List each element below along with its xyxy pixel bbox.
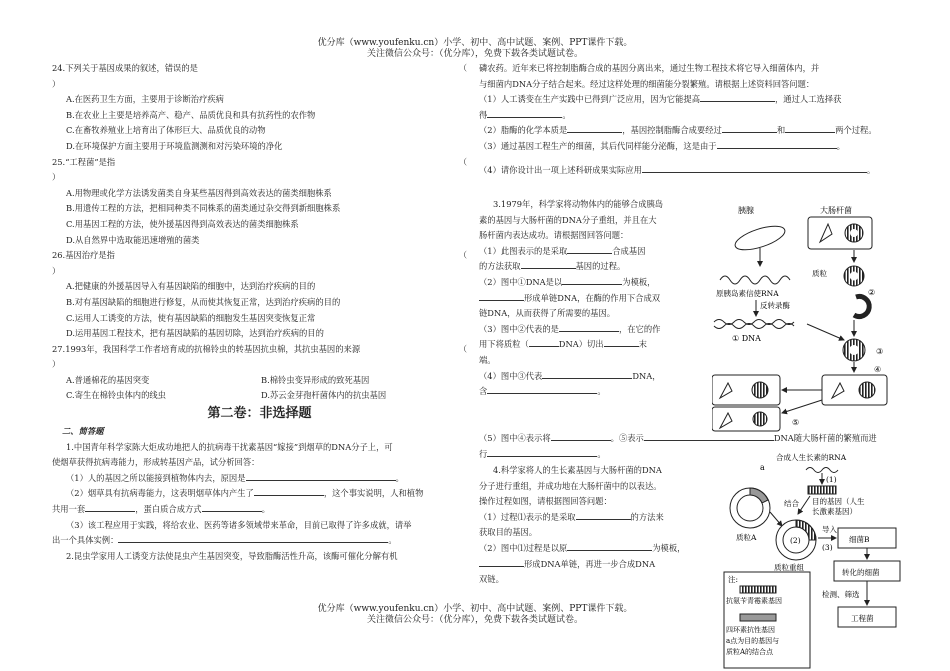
a1-s3-line2: 出一个具体实例： 。 [52, 535, 397, 546]
plasmid-hole [850, 229, 858, 237]
transformed-label: 转化的细菌 [842, 568, 880, 577]
import-label: 导入 [822, 525, 837, 534]
a4-s1-line2: 获取目的基因。 [479, 527, 538, 538]
a2-s1-line2: 得 。 [479, 109, 571, 120]
islet-label: 胰腺 [738, 206, 754, 215]
arrow-bind-gene [798, 496, 810, 514]
a3-s2-line1: （2）图中①DNA是以 为模板， [479, 276, 656, 287]
page-header [0, 38, 950, 60]
q25-paren-close: ） [52, 172, 61, 183]
step2-label: (2) [790, 536, 801, 545]
insulin-figure [712, 200, 917, 432]
page-footer [0, 604, 950, 626]
a3-s1-line2: 的方法获取 基因的过程。 [479, 261, 626, 272]
a4-l1: 4.科学家将人的生长素基因与大肠杆菌的DNA [493, 465, 662, 475]
bind-label: 结合 [784, 499, 799, 508]
header-line-1: 优分库（www.youfenku.cn）小学、初中、高中试题、案例、PPT课件下载。 [317, 38, 633, 48]
q24-option-d: D.在环境保护方面主要用于环境监测测和对污染环境的净化 [66, 140, 283, 151]
daughter-cell-top [712, 375, 780, 405]
mrna-wave [720, 276, 790, 284]
daughter-cell-bottom [712, 407, 780, 431]
a3-s2-line3: 链DNA，从而获得了所需要的基因。 [479, 308, 616, 319]
mrna-label: 原胰岛素信使RNA [716, 289, 779, 298]
plasmid-a-label: 质粒A [736, 533, 757, 542]
daughter-plasmid-bottom [753, 412, 767, 426]
reverse-label: 反转录酶 [760, 301, 790, 310]
rna-wave [806, 468, 838, 473]
q24-option-c: C.在畜牧养殖业上培育出了体形巨大、品质优良的动物 [66, 125, 266, 136]
a3-s3-line3: 端。 [479, 354, 496, 365]
a1-s2-line2: 共用一套 ，蛋白质合成方式 。 [52, 504, 270, 515]
daughter-plasmid-top [752, 382, 768, 398]
right-column-top [479, 61, 909, 178]
left-column [52, 61, 467, 564]
a2-intro: 2.昆虫学家用人工诱变方法使昆虫产生基因突变，导致脂酶活性升高，该酶可催化分解有机 [66, 550, 398, 561]
point-a-note-2: 质粒A的结合点 [726, 648, 774, 656]
q25-option-a: A.用物理或化学方法诱发菌类自身某些基因得到高效表达的菌类细胞株系 [66, 187, 332, 198]
step2-label: ② [868, 288, 876, 297]
point-a-note-1: a点为目的基因与 [726, 637, 780, 645]
detect-label: 检测、筛选 [822, 590, 860, 599]
plasmid-label: 质粒 [812, 269, 827, 278]
a3-s2-line2: 形成单链DNA，在酶的作用下合成双 [479, 291, 714, 307]
a3-s3-line2: 用下将质粒（ DNA）切出 末 [479, 339, 647, 350]
q26-option-a: A.把健康的外援基因导入有基因缺陷的细胞中，达到治疗疾病的目的 [66, 281, 316, 292]
target-label-1: 目的基因（人生 [812, 497, 865, 506]
arrow-gene [807, 324, 844, 340]
a1-s2-line1: （2）烟草具有抗病毒能力，这表明烟草体内产生了 ，这个事实说明，人和植物 [66, 488, 424, 499]
a3-l1: 3.1979年，科学家将动物体内的能够合成胰岛 [493, 199, 664, 209]
step3-label: (3) [822, 543, 833, 552]
tet-label: 四环素抗性基因 [726, 626, 775, 634]
q25-option-c: C.用基因工程的方法，使外援基因得到高效表达的菌类细胞株系 [66, 218, 299, 229]
q27-options-row-1: A.普通棉花的基因突变 B.棉铃虫变异形成的致死基因 [66, 374, 370, 385]
a3-s5-line2: 行 。 [479, 448, 606, 459]
a3-s4-line1: （4）图中③代表 DNA， [479, 370, 661, 381]
a3-s3-line1: （3）图中②代表的是 ，在它的作 [479, 323, 661, 334]
q24-paren-close: ） [52, 78, 61, 89]
a4-s1-line1: （1）过程⑴表示的是采取 的方法来 [479, 511, 664, 522]
a2-cont-1: 磷农药。近年来已将控制脂酶合成的基因分离出来，通过生物工程技术将它导入细菌体内，并 [479, 63, 820, 73]
step4-label: ④ [874, 365, 882, 374]
q26-option-d: D.运用基因工程技术，把有基因缺陷的基因切除，达到治疗疾病的目的 [66, 328, 324, 339]
growth-hormone-figure [718, 448, 918, 670]
host-cell-box [822, 375, 887, 405]
a2-cont-2: 与细菌内DNA分子结合起来。经过这样处理的细菌能分裂繁殖。请根据上述资料回答问题： [479, 78, 815, 89]
cut-plasmid [854, 296, 869, 316]
legend-note: 注: [728, 575, 739, 584]
step1-label: (1) [826, 475, 837, 484]
a4-s2-line1: （2）图中⑴过程是以原 为模板， [479, 542, 686, 553]
engineered-label: 工程菌 [851, 614, 874, 623]
host-plasmid [859, 382, 875, 398]
recombinant-hole [849, 345, 859, 355]
footer-line-2: 关注微信公众号：（优分库），免费下载各类试题试卷。 [366, 615, 583, 625]
a3-s5-line1: （5）图中④表示将 。⑤表示 DNA随大肠杆菌的繁殖而进 [479, 433, 877, 443]
q26-option-c: C.运用人工诱变的方法，使有基因缺陷的细胞发生基因突变恢复正常 [66, 312, 316, 323]
ecoli-label: 大肠杆菌 [820, 206, 852, 215]
amp-swatch [740, 586, 776, 593]
q25-option-d: D.从自然界中选取能迅速增殖的菌类 [66, 234, 200, 245]
footer-line-1: 优分库（www.youfenku.cn）小学、初中、高中试题、案例、PPT课件下载。 [317, 604, 633, 614]
q24-option-b: B.在农业上主要是培养高产、稳产、品质优良和具有抗药性的农作物 [66, 109, 316, 120]
a4-l2: 分子进行重组，并成功地在大肠杆菌中的以表达。 [479, 480, 662, 491]
a2-s4: （4）请你设计出一项上述科研成果实际应用 。 [479, 164, 876, 175]
target-gene [808, 486, 836, 494]
a3-l2: 素的基因与大肠杆菌的DNA分子重组，并且在大 [479, 214, 657, 225]
plasmid-isolated-hole [850, 272, 859, 281]
target-label-2: 长激素基因） [812, 507, 857, 516]
q24-stem: 24.下列关于基因成果的叙述，错误的是 （ [52, 63, 467, 73]
a2-s1-line1: （1）人工诱变在生产实践中已得到广泛应用，因为它能提高 ，通过人工选择获 [479, 94, 842, 105]
point-a-label: a [760, 463, 765, 472]
a1-intro-2: 使烟草获得抗病毒能力，形成转基因产品，试分析回答： [52, 457, 260, 468]
amp-label: 抗氨苄青霉素基因 [726, 597, 782, 605]
a2-s3: （3）通过基因工程生产的细菌，其后代同样能分泌酶，这是由于 。 [479, 140, 845, 151]
q27-paren-close: ） [52, 359, 61, 370]
a3-s1-line1: （1）此图表示的是采取 合成基因 [479, 245, 646, 256]
bacteria-b-label: 细菌B [849, 535, 870, 544]
a1-intro-1: 1.中国青年科学家陈大炬成功地把人的抗病毒干扰素基因“嫁接”到烟草的DNA分子上，可 [66, 441, 393, 452]
recomb-label: 质粒重组 [774, 563, 804, 572]
q25-option-b: B.用遗传工程的方法，把相同种类不同株系的菌类通过杂交得到新细胞株系 [66, 203, 341, 214]
a3-text [479, 197, 714, 400]
a1-s3-line1: （3）该工程应用于实践，将给农业、医药等诸多领域带来革命，目前已取得了许多成就，请举 [66, 519, 412, 530]
a3-s4-line2: 含 。 [479, 386, 606, 397]
arrow-bind-plasmid [770, 512, 782, 526]
q27-stem: 27.1993年，我国科学工作者培育成的抗棉铃虫的转基因抗虫棉，其抗虫基因的来源 （ [52, 343, 467, 354]
part2-title: 第二卷：非选择题 [207, 406, 312, 422]
q26-paren-close: ） [52, 265, 61, 276]
a4-l3: 操作过程如图，请根据图回答问题： [479, 496, 612, 507]
q24-option-a: A.在医药卫生方面，主要用于诊断治疗疾病 [66, 94, 224, 105]
a1-s1: （1）人的基因之所以能接到植物体内去，原因是 。 [66, 472, 404, 483]
q27-options-row-2: C.寄生在棉铃虫体内的线虫 D.苏云金芽孢杆菌体内的抗虫基因 [66, 390, 387, 401]
a4-text [479, 463, 709, 588]
a2-s2: （2）脂酶的化学本质是 ，基因控制脂酶合成要经过 和 两个过程。 [479, 125, 877, 136]
rna-label: 合成人生长素的RNA [776, 453, 847, 462]
a4-s2-line2: 形成DNA单链，再进一步合成DNA [479, 557, 709, 573]
dna-strand-2 [714, 324, 794, 329]
part2-subtitle: 二、简答题 [62, 426, 104, 437]
dna-label: ① DNA [732, 334, 761, 343]
a3-l3: 肠杆菌内表达成功。请根据图回答问题： [479, 230, 629, 241]
a4-s2-line3: 双链。 [479, 574, 504, 585]
step5-label: ⑤ [792, 418, 800, 427]
arrow-divide-2 [782, 400, 822, 413]
q25-stem: 25.“工程菌”是指 （ [52, 156, 467, 167]
step3-label: ③ [876, 347, 884, 356]
q26-option-b: B.对有基因缺陷的细胞进行修复，从而使其恢复正常，达到治疗疾病的目的 [66, 296, 341, 307]
header-line-2: 关注微信公众号：（优分库），免费下载各类试题试卷。 [366, 49, 583, 59]
q26-stem: 26.基因治疗是指 （ [52, 250, 467, 261]
dna-strand [714, 320, 794, 325]
